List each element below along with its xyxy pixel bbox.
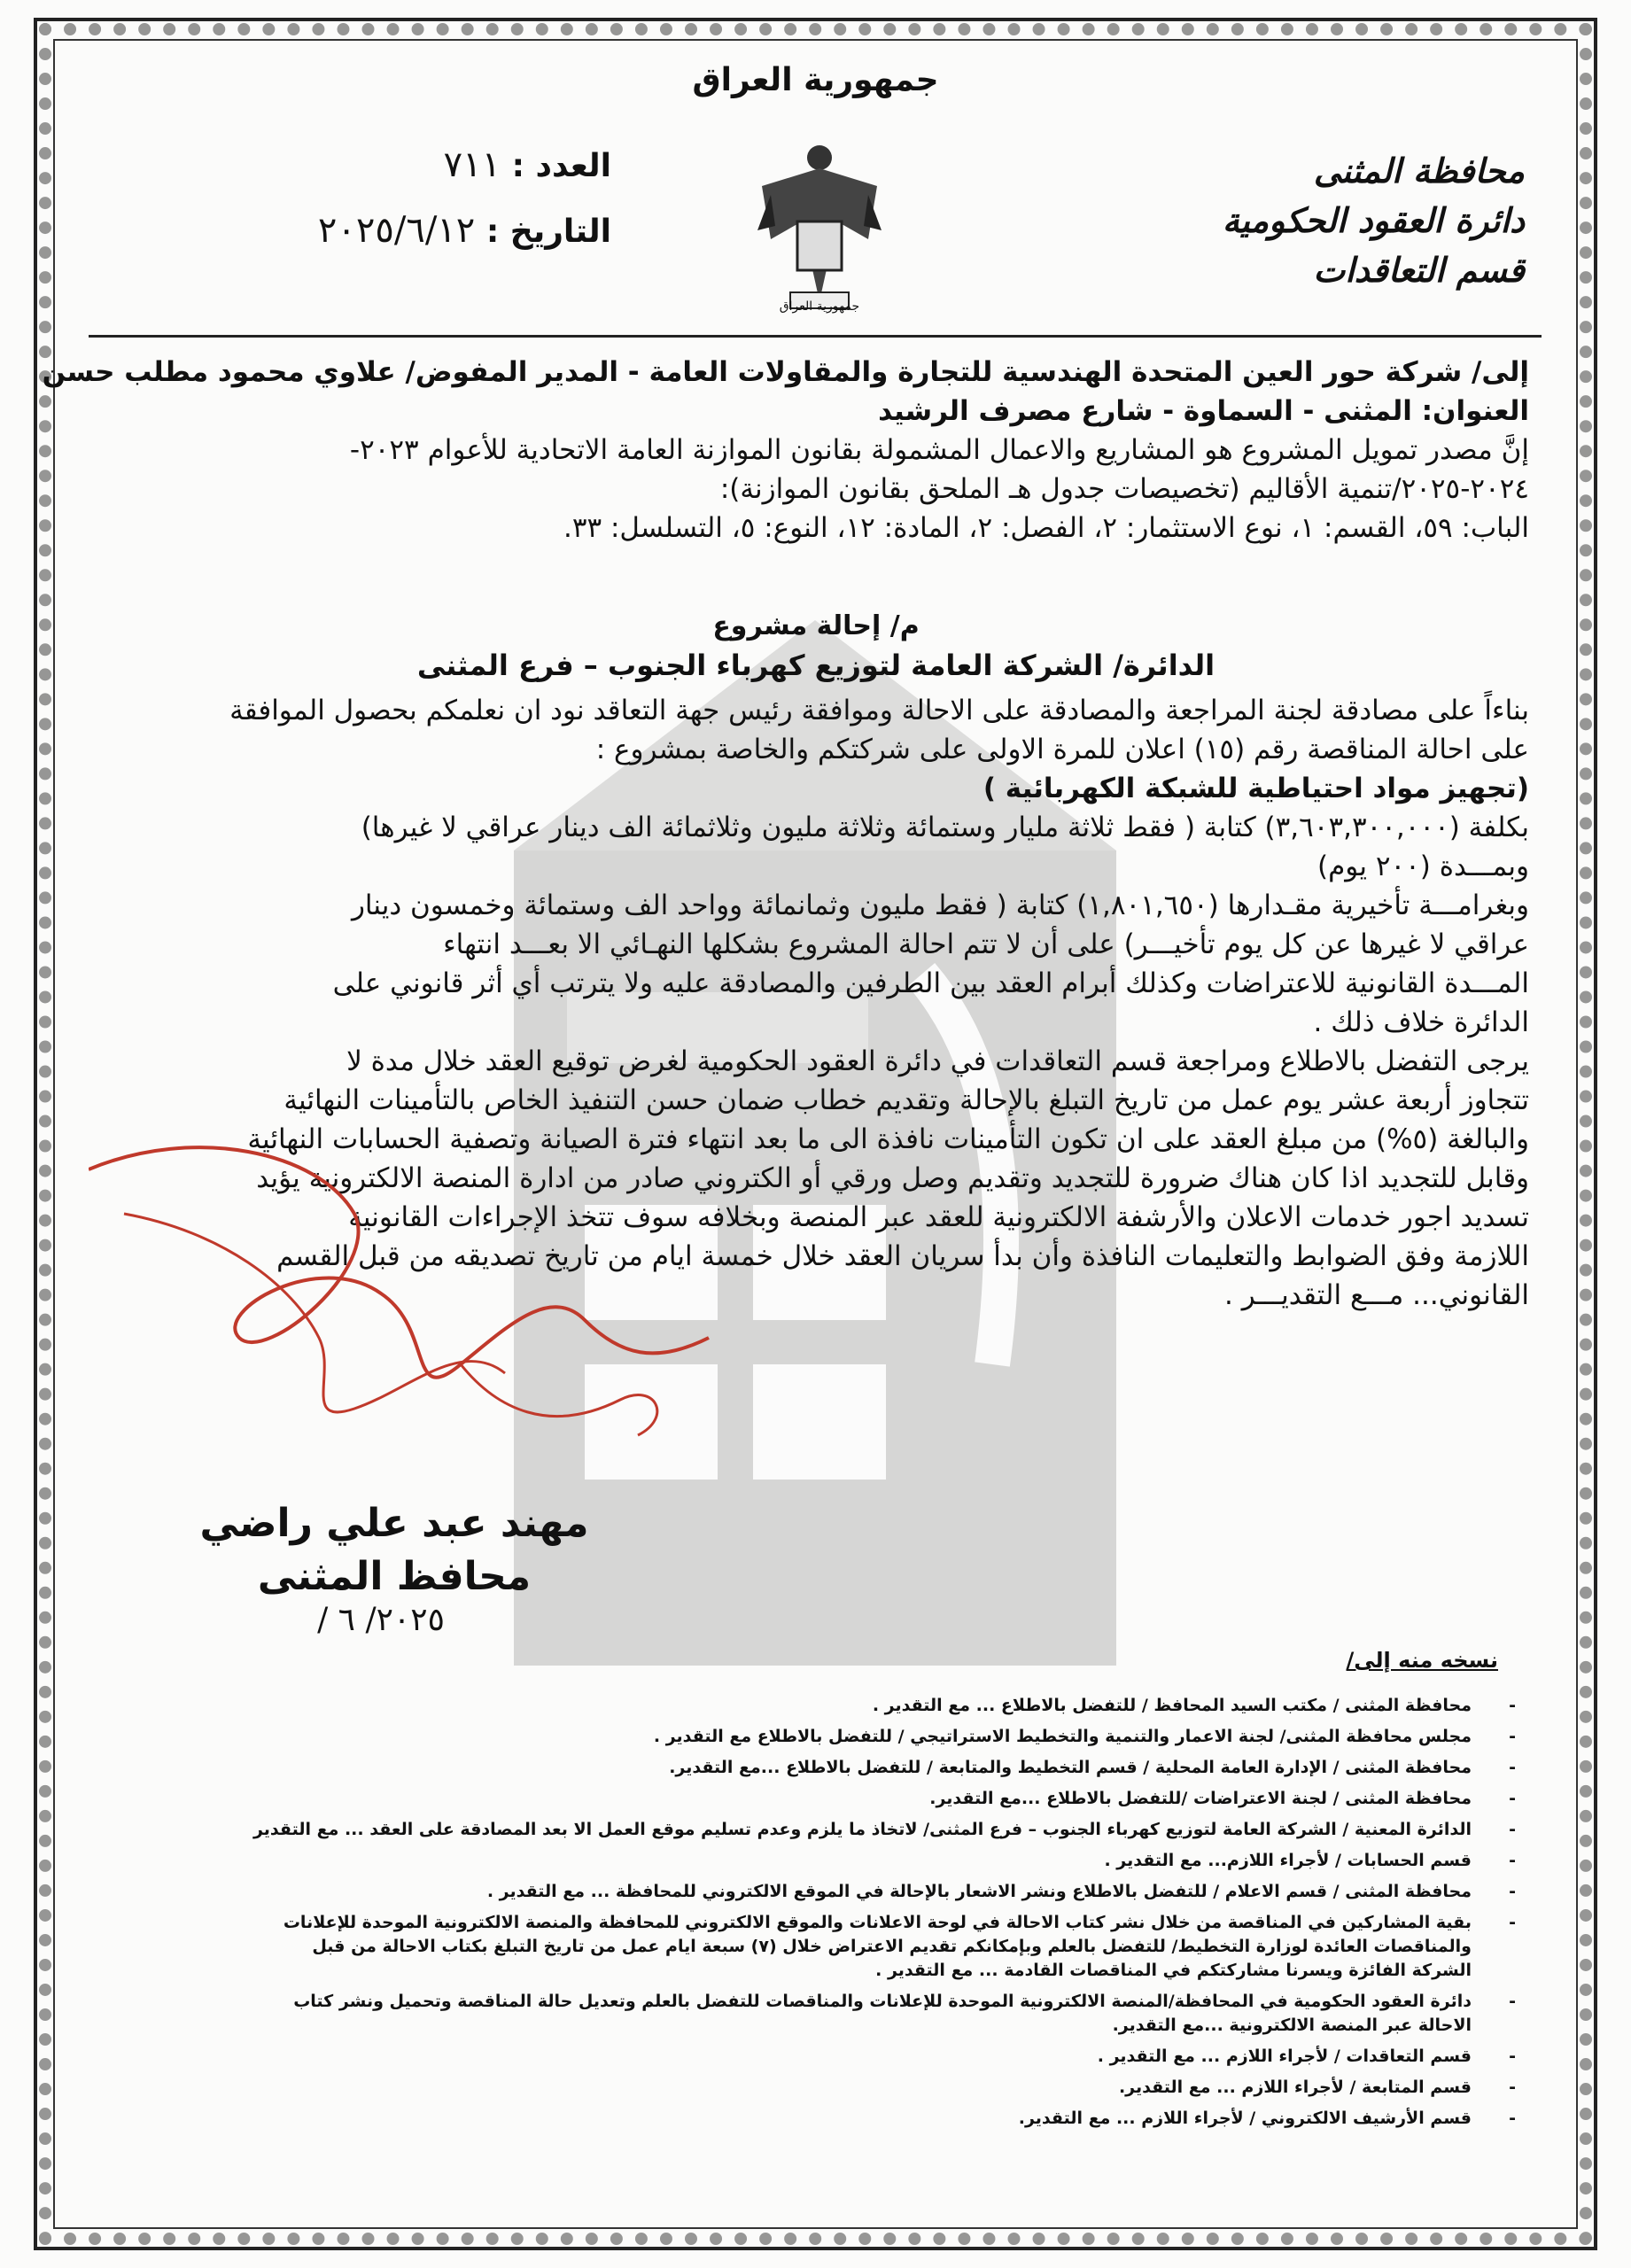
body-line: بناءاً على مصادقة لجنة المراجعة والمصادقة على الاحالة وموافقة رئيس جهة التعاقد نود ان نعلمكم بحصول الموافقة [229, 695, 1529, 726]
copy-recipient-text: محافظة المثنى / الإدارة العامة المحلية / قسم التخطيط والمتابعة / للتفضل بالاطلاع ...مع التقدير. [669, 1758, 1472, 1777]
recipient-line: إلى/ شركة حور العين المتحدة الهندسية للتجارة والمقاولات العامة - المدير المفوض/ علاوي محمود مطلب حسن [42, 356, 1529, 388]
copy-recipient-item [72, 1911, 1534, 1983]
copy-recipient-text: الدائرة المعنية / الشركة العامة لتوزيع كهرباء الجنوب – فرع المثنى/ لاتخاذ ما يلزم وعدم تسليم موقع العمل الا بعد المصادقة على العقد ... مع التقدير [252, 1820, 1472, 1839]
copy-recipient-item [72, 2076, 1534, 2100]
funding-line: إنَّ مصدر تمويل المشروع هو المشاريع والاعمال المشمولة بقانون الموازنة العامة الاتحادية للأعوام ٢٠٢٣- [349, 434, 1529, 466]
copy-recipient-text: الاحالة عبر المنصة الالكترونية ...مع التقدير. [1112, 2016, 1472, 2035]
bullet-dash: - [1509, 1727, 1516, 1746]
bullet-dash: - [1509, 1882, 1516, 1901]
reference-block [186, 133, 611, 264]
copy-recipient-text: قسم الحسابات / لأجراء اللازم... مع التقدير . [1104, 1851, 1472, 1870]
body-line: تسديد اجور خدمات الاعلان والأرشفة الالكترونية للعقد عبر المنصة وبخلافه سوف تتخذ الإجراءات القانونية [348, 1201, 1529, 1233]
copy-recipient-item [72, 1818, 1534, 1842]
project-name: (تجهيز مواد احتياطية للشبكة الكهربائية ) [982, 773, 1529, 804]
country-title: جمهورية العراق [692, 62, 939, 98]
body-line: تتجاوز أربعة عشر يوم عمل من تاريخ التبلغ بالإحالة وتقديم خطاب ضمان حسن التنفيذ الخاص بالتأمينات النهائية [283, 1084, 1529, 1116]
issuer-block [1064, 146, 1525, 295]
bullet-dash: - [1509, 1992, 1516, 2011]
copies-list [72, 1694, 1534, 2138]
copy-recipient-text: محافظة المثنى / مكتب السيد المحافظ / للتفضل بالاطلاع ... مع التقدير . [872, 1696, 1472, 1715]
issuer-line: دائرة العقود الحكومية [1222, 201, 1525, 240]
body-line: عراقي لا غيرها عن كل يوم تأخيـــر) على أن لا تتم احالة المشروع بشكلها النهـائي الا بعـــد انتهاء [443, 928, 1529, 960]
body-line: والبالغة (٥%) من مبلغ العقد على ان تكون التأمينات نافذة الى ما بعد انتهاء فترة الصيانة وتصفية الحسابات النهائية [247, 1123, 1529, 1155]
body-line: اللازمة وفق الضوابط والتعليمات النافذة وأن بدأ سريان العقد خلال خمسة ايام من تاريخ تصديقه من قبل القسم [276, 1240, 1529, 1272]
subject-department: الدائرة/ الشركة العامة لتوزيع كهرباء الجنوب – فرع المثنى [416, 649, 1215, 682]
number-label: العدد : [511, 148, 611, 184]
copy-recipient-text: محافظة المثنى / لجنة الاعتراضات /للتفضل بالاطلاع ...مع التقدير. [929, 1789, 1472, 1808]
address-line: العنوان: المثنى - السماوة - شارع مصرف الرشيد [878, 395, 1529, 427]
body-line: بكلفة (٣,٦٠٣,٣٠٠,٠٠٠) كتابة ( فقط ثلاثة مليار وستمائة وثلاثة مليون وثلاثمائة الف دينار عراقي لا غيرها) [361, 812, 1529, 843]
bullet-dash: - [1509, 1696, 1516, 1715]
signatory-block [199, 1497, 589, 1604]
copy-recipient-text: مجلس محافظة المثنى/ لجنة الاعمار والتنمية والتخطيط الاستراتيجي / للتفضل بالاطلاع مع التقدير . [653, 1727, 1472, 1746]
bullet-dash: - [1509, 2109, 1516, 2128]
bullet-dash: - [1509, 1913, 1516, 1932]
copy-recipient-text: والمناقصات العائدة لوزارة التخطيط/ للتفضل بالعلم وبإمكانكم تقديم الاعتراض خلال (٧) سبعة ايام عمل من تاريخ التبلغ بكتاب الاحالة من قبل [312, 1937, 1472, 1956]
signatory-name: مهند عبد علي راضي [199, 1501, 589, 1546]
bullet-dash: - [1509, 1851, 1516, 1870]
bullet-dash: - [1509, 2047, 1516, 2066]
handwritten-signature-icon [89, 1072, 726, 1444]
body-line: القانوني... مـــع التقديـــر . [1224, 1279, 1529, 1311]
reference-number-row [186, 133, 611, 198]
copy-recipient-text: قسم المتابعة / لأجراء اللازم ... مع التقدير. [1118, 2078, 1472, 2097]
body-line: المـــدة القانونية للاعتراضات وكذلك أبرام العقد بين الطرفين والمصادقة عليه ولا يترتب أي أثر قانوني على [332, 967, 1529, 999]
copy-recipient-item [72, 2045, 1534, 2069]
body-line: وبغرامـــة تأخيرية مقـدارها (١,٨٠١,٦٥٠) كتابة ( فقط مليون وثمانمائة وواحد الف وستمائة وخمسون دينار [351, 889, 1529, 921]
bullet-dash: - [1509, 1758, 1516, 1777]
copy-recipient-text: الشركة الفائزة ويسرنا مشاركتكم في المناقصات القادمة ... مع التقدير . [875, 1961, 1472, 1980]
copy-recipient-item [72, 1849, 1534, 1873]
copy-recipient-text: بقية المشاركين في المناقصة من خلال نشر كتاب الاحالة في لوحة الاعلانات والموقع الالكتروني للمحافظة والمنصة الالكترونية الموحدة للإعلانات [283, 1913, 1472, 1932]
issuer-line: قسم التعاقدات [1313, 251, 1525, 290]
bullet-dash: - [1509, 1789, 1516, 1808]
body-line: على احالة المناقصة رقم (١٥) اعلان للمرة الاولى على شركتكم والخاصة بمشروع : [595, 734, 1529, 765]
body-line: وبمـــدة (٢٠٠ يوم) [1317, 850, 1529, 882]
date-value: ٢٠٢٥/٦/١٢ [317, 210, 476, 251]
subject-block [89, 607, 1542, 685]
copy-recipient-item [72, 1990, 1534, 2038]
body-line: وقابل للتجديد اذا كان هناك ضرورة للتجديد وتقديم وصل ورقي أو الكتروني صادر من ادارة المنصة الالكترونية يؤيد [256, 1162, 1529, 1194]
copy-recipient-item [72, 1694, 1534, 1718]
funding-line: الباب: ٥٩، القسم: ١، نوع الاستثمار: ٢، الفصل: ٢، المادة: ١٢، النوع: ٥، التسلسل: ٣٣. [563, 512, 1529, 544]
eagle-emblem-icon [753, 133, 886, 319]
header-divider [89, 335, 1542, 338]
bullet-dash: - [1509, 1820, 1516, 1839]
signature-date: ٢٠٢٥/ ٦ / [317, 1602, 445, 1638]
copy-recipient-text: محافظة المثنى / قسم الاعلام / للتفضل بالاطلاع ونشر الاشعار بالإحالة في الموقع الالكتروني للمحافظة ... مع التقدير . [486, 1882, 1472, 1901]
copy-recipient-item [72, 1725, 1534, 1749]
copy-recipient-item [72, 1787, 1534, 1811]
issuer-line: محافظة المثنى [1313, 151, 1525, 190]
funding-line: ٢٠٢٤-٢٠٢٥/تنمية الأقاليم (تخصيصات جدول هـ الملحق بقانون الموازنة): [719, 473, 1529, 505]
copy-recipient-text: قسم الأرشيف الالكتروني / لأجراء اللازم ... مع التقدير. [1018, 2109, 1472, 2128]
copies-title: نسخه منه إلى/ [1346, 1648, 1498, 1673]
copy-recipient-item [72, 1880, 1534, 1904]
copy-recipient-text: دائرة العقود الحكومية في المحافظة/المنصة الالكترونية الموحدة للإعلانات والمناقصات للتفضل بالعلم وتعديل حالة المناقصة وتحميل ونشر كتاب [293, 1992, 1472, 2011]
number-value: ٧١١ [443, 144, 501, 185]
emblem-caption: جمهورية العراق [779, 299, 860, 314]
copy-recipient-item [72, 1756, 1534, 1780]
body-line: يرجى التفضل بالاطلاع ومراجعة قسم التعاقدات في دائرة العقود الحكومية لغرض توقيع العقد خلال مدة لا [346, 1045, 1529, 1077]
copy-recipient-item [72, 2107, 1534, 2131]
signatory-title: محافظ المثنى [257, 1554, 532, 1599]
recipient-block [42, 353, 1529, 548]
reference-date-row [186, 198, 611, 264]
bullet-dash: - [1509, 2078, 1516, 2097]
date-label: التاريخ : [485, 214, 611, 250]
body-line: الدائرة خلاف ذلك . [1313, 1006, 1529, 1038]
copy-recipient-text: قسم التعاقدات / لأجراء اللازم ... مع التقدير . [1097, 2047, 1472, 2066]
subject-title: م/ إحالة مشروع [712, 610, 920, 641]
